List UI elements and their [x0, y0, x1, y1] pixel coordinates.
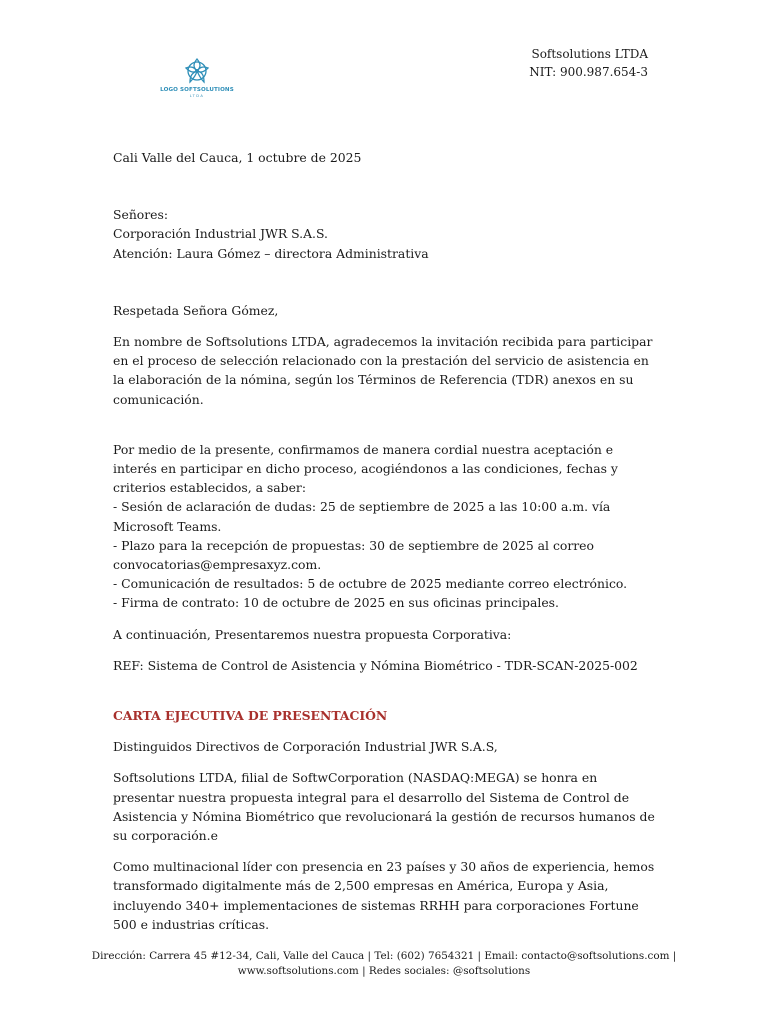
footer-line: Dirección: Carrera 45 #12-34, Cali, Valle del Cauca | Tel: (602) 7654321 | Email: contacto@softsolutions.com | — [91, 950, 677, 962]
executive-paragraph: Softsolutions LTDA, filial de SoftwCorporation (NASDAQ:MEGA) se honra en presentar nuestra propuesta integral para el desarrollo del Sistema de Control de Asistencia y Nómina Biométrico que revolucionará la gestión de recursos humanos de su corporación.e — [113, 770, 655, 844]
company-name: Softsolutions LTDA — [531, 47, 648, 61]
place-date: Cali Valle del Cauca, 1 octubre de 2025 — [113, 150, 362, 165]
intro-paragraph: En nombre de Softsolutions LTDA, agradecemos la invitación recibida para participar en el proceso de selección relacionado con la prestación del servicio de asistencia en la elaboración de la nómina, según los Términos de Referencia (TDR) anexos en su comunicación. — [113, 334, 653, 407]
company-logo — [158, 56, 236, 104]
logo-subtext: LTDA — [189, 94, 205, 98]
section-title: CARTA EJECUTIVA DE PRESENTACIÓN — [113, 708, 388, 724]
executive-paragraph: Como multinacional líder con presencia en 23 países y 30 años de experiencia, hemos transformado digitalmente más de 2,500 empresas en América, Europa y Asia, incluyendo 340+ implementaciones de sistemas RRHH para corporaciones Fortune 500 e industrias críticas. — [113, 859, 655, 932]
company-info — [529, 45, 648, 81]
footer-line: www.softsolutions.com | Redes sociales: @softsolutions — [237, 965, 531, 977]
recipient-salutation: Señores: — [113, 207, 169, 223]
schedule-item: - Firma de contrato: 10 de octubre de 2025 en sus oficinas principales. — [113, 595, 559, 611]
page-footer — [0, 949, 768, 979]
reference-line: REF: Sistema de Control de Asistencia y Nómina Biométrico - TDR-SCAN-2025-002 — [113, 657, 638, 673]
letter-body — [113, 148, 658, 934]
recipient-company: Corporación Industrial JWR S.A.S. — [113, 226, 328, 242]
schedule-item: - Sesión de aclaración de dudas: 25 de septiembre de 2025 a las 10:00 a.m. vía Microsoft Teams. — [113, 499, 611, 534]
executive-salutation: Distinguidos Directivos de Corporación Industrial JWR S.A.S, — [113, 739, 498, 755]
recipient-attention: Atención: Laura Gómez – directora Administrativa — [113, 245, 429, 261]
greeting: Respetada Señora Gómez, — [113, 302, 279, 318]
schedule-item: - Comunicación de resultados: 5 de octubre de 2025 mediante correo electrónico. — [113, 576, 628, 592]
company-nit: NIT: 900.987.654-3 — [529, 65, 648, 79]
continuation-text: A continuación, Presentaremos nuestra propuesta Corporativa: — [113, 626, 512, 642]
acceptance-paragraph: Por medio de la presente, confirmamos de manera cordial nuestra aceptación e interés en participar en dicho proceso, acogiéndonos a las condiciones, fechas y criterios establecidos, a saber: — [113, 441, 618, 496]
logo-emblem-icon — [182, 56, 212, 86]
logo-text: LOGO SOFTSOLUTIONS — [160, 87, 234, 93]
schedule-item: - Plazo para la recepción de propuestas: 30 de septiembre de 2025 al correo convocatorias@empresaxyz.com. — [113, 537, 594, 573]
